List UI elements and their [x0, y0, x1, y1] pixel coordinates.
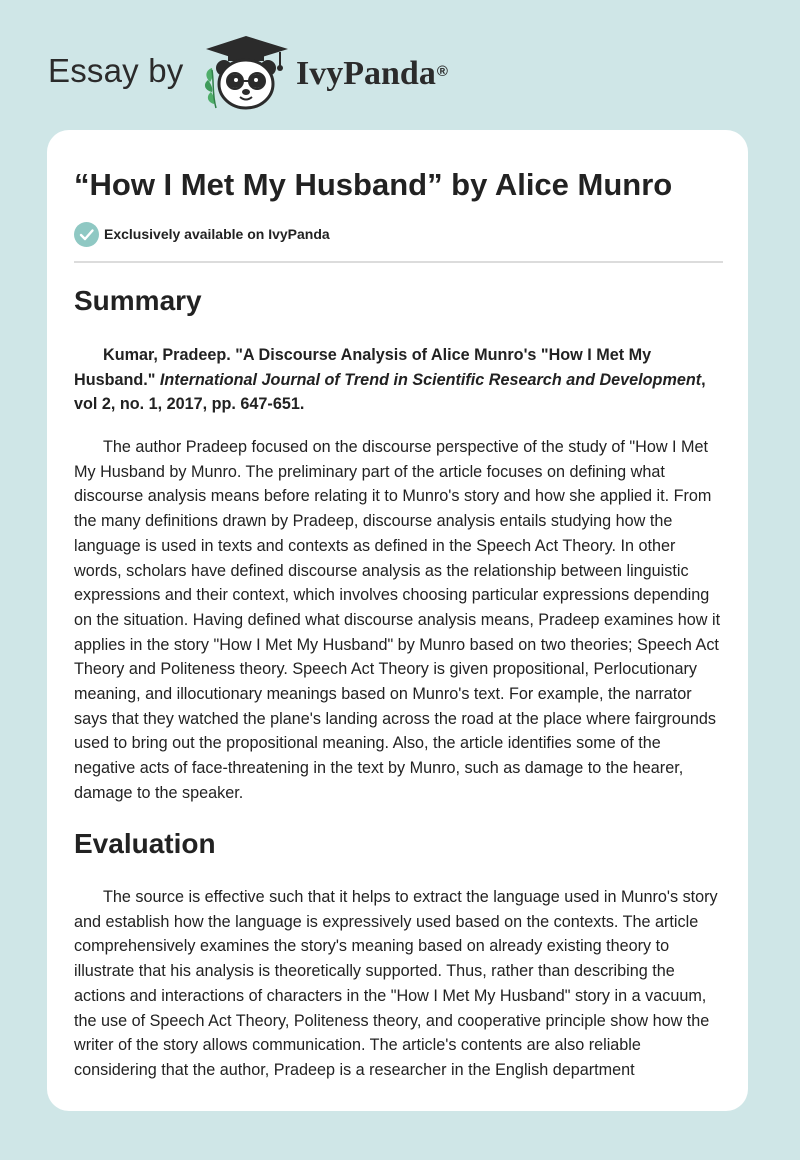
summary-paragraph: The author Pradeep focused on the discourse perspective of the study of "How I Met My Husband by Munro. The preliminary part of the article focuses on defining what discourse analysis means before relating it to Munro's story and how she applied it. From the many definitions drawn by Pradeep, discourse analysis entails studying how the language is used in texts and contexts as defined in the Speech Act Theory. In other words, scholars have defined discourse analysis as the relationship between linguistic expressions and their context, which involves choosing particular expressions depending on the situation. Having defined what discourse analysis means, Pradeep examines how it applies in the story "How I Met My Husband" by Munro based on two theories; Speech Act Theory and Politeness theory. Speech Act Theory is given propositional, Perlocutionary meaning, and illocutionary meanings based on Munro's text. For example, the narrator says that they watched the plane's landing across the road at the place where fairgrounds used to bring out the propositional meaning. Also, the article identifies some of the negative acts of face-threatening in the text by Munro, such as damage to the hearer, damage to the speaker. — [74, 438, 721, 802]
checkmark-icon — [74, 222, 99, 247]
citation-author-title: Kumar, Pradeep. "A Discourse Analysis of Alice Munro's "How I Met My Husband." — [74, 346, 652, 389]
brand-prefix: Essay by — [48, 52, 184, 89]
badge-text: Exclusively available on IvyPanda — [104, 226, 330, 242]
evaluation-heading: Evaluation — [74, 828, 216, 859]
exclusive-badge — [74, 222, 330, 246]
site-header — [0, 0, 800, 130]
brand-name — [296, 54, 448, 94]
divider — [74, 261, 723, 263]
evaluation-paragraph: The source is effective such that it helps to extract the language used in Munro's story and establish how the language is expressively used based on the contexts. The article comprehensively examines the story's meaning based on already existing theory to illustrate that his analysis is theoretically supported. Thus, rather than describing the actions and interactions of characters in the "How I Met My Husband" story in a vacuum, the use of Speech Act Theory, Politeness theory, and cooperative principle show how the writer of the story allows communication. The article's contents are also reliable considering that the author, Pradeep is a researcher in the English department — [74, 888, 718, 1079]
panda-logo-icon — [200, 34, 292, 110]
citation — [74, 343, 723, 417]
citation-journal: International Journal of Trend in Scientific Research and Development — [159, 370, 702, 389]
essay-card — [47, 130, 748, 1111]
summary-heading: Summary — [74, 285, 202, 316]
brand-name-text: IvyPanda — [296, 55, 436, 92]
citation-details: , vol 2, no. 1, 2017, pp. 647-651. — [74, 370, 706, 414]
registered-mark: ® — [436, 63, 448, 80]
essay-title: “How I Met My Husband” by Alice Munro — [74, 167, 673, 202]
